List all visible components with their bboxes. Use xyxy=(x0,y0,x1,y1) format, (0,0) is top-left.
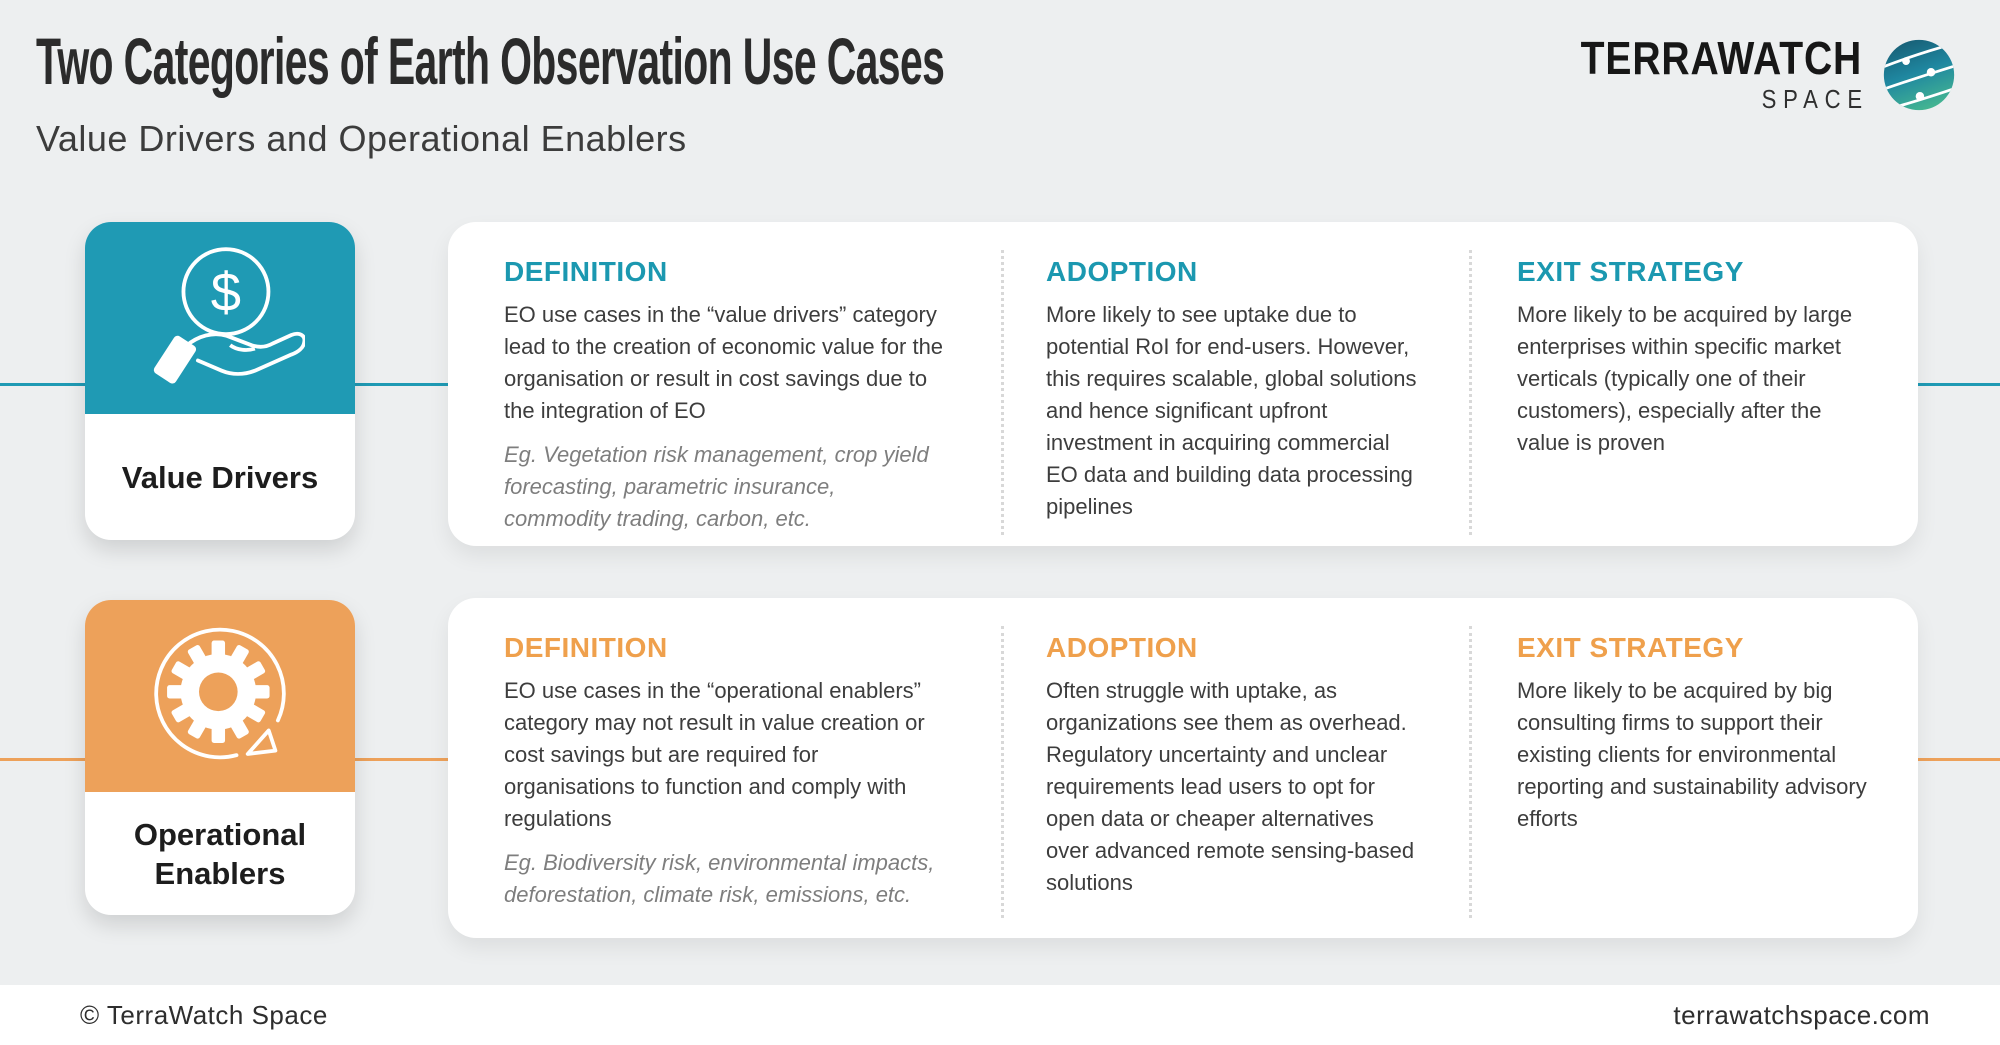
brand-logo xyxy=(1531,34,1956,115)
column-example: Eg. Biodiversity risk, environmental impacts, deforestation, climate risk, emissions, etc. xyxy=(504,850,935,907)
column-exit-strategy xyxy=(1472,250,1870,535)
column-definition xyxy=(504,250,1004,535)
column-body: EO use cases in the “operational enablers” category may not result in value creation or cost savings but are required for organisations to function and comply with regulations xyxy=(504,678,925,831)
column-adoption xyxy=(1004,626,1472,918)
column-heading: ADOPTION xyxy=(1046,256,1198,287)
gear-cycle-icon xyxy=(136,616,304,776)
column-heading: EXIT STRATEGY xyxy=(1517,632,1744,663)
category-icon-area xyxy=(85,222,355,414)
brand-wordmark xyxy=(1580,32,1869,115)
column-body: More likely to see uptake due to potential RoI for end-users. However, this requires scalable, global solutions and hence significant upfront investment in acquiring commercial EO data and building data processing pipelines xyxy=(1046,302,1417,519)
svg-text:$: $ xyxy=(210,262,242,324)
info-card-operational-enablers xyxy=(448,598,1918,938)
category-label: Operational Enablers xyxy=(133,816,307,891)
dollar-hand-icon xyxy=(135,239,305,397)
column-heading: ADOPTION xyxy=(1046,632,1198,663)
globe-orbits-icon xyxy=(1882,38,1956,112)
category-label: Value Drivers xyxy=(121,459,319,495)
column-heading: EXIT STRATEGY xyxy=(1517,256,1744,287)
category-card-operational-enablers xyxy=(85,600,355,915)
footer xyxy=(0,985,2000,1045)
column-heading: DEFINITION xyxy=(504,632,668,663)
category-icon-area xyxy=(85,600,355,792)
page-subtitle: Value Drivers and Operational Enablers xyxy=(36,118,687,159)
footer-copyright: © TerraWatch Space xyxy=(80,999,328,1030)
brand-name: TERRAWATCH xyxy=(1580,32,1862,84)
page-title: Two Categories of Earth Observation Use Cases xyxy=(36,24,945,98)
column-heading: DEFINITION xyxy=(504,256,668,287)
info-card-value-drivers xyxy=(448,222,1918,546)
category-card-value-drivers xyxy=(85,222,355,540)
footer-url: terrawatchspace.com xyxy=(1673,999,1930,1030)
column-body: More likely to be acquired by large enterprises within specific market verticals (typically one of their customers), especially after the value is proven xyxy=(1517,302,1853,455)
column-exit-strategy xyxy=(1472,626,1870,918)
column-adoption xyxy=(1004,250,1472,535)
brand-subname: SPACE xyxy=(1761,84,1869,114)
column-body: More likely to be acquired by big consulting firms to support their existing clients for environmental reporting and sustainability advisory efforts xyxy=(1517,678,1867,831)
column-body: Often struggle with uptake, as organizations see them as overhead. Regulatory uncertainty and unclear requirements lead users to opt for open data or cheaper alternatives over advanced remote sensing-based solutions xyxy=(1046,678,1415,895)
column-body: EO use cases in the “value drivers” category lead to the creation of economic value for the organisation or result in cost savings due to the integration of EO xyxy=(504,302,944,423)
column-definition xyxy=(504,626,1004,918)
column-example: Eg. Vegetation risk management, crop yield forecasting, parametric insurance, commodity trading, carbon, etc. xyxy=(504,442,929,531)
